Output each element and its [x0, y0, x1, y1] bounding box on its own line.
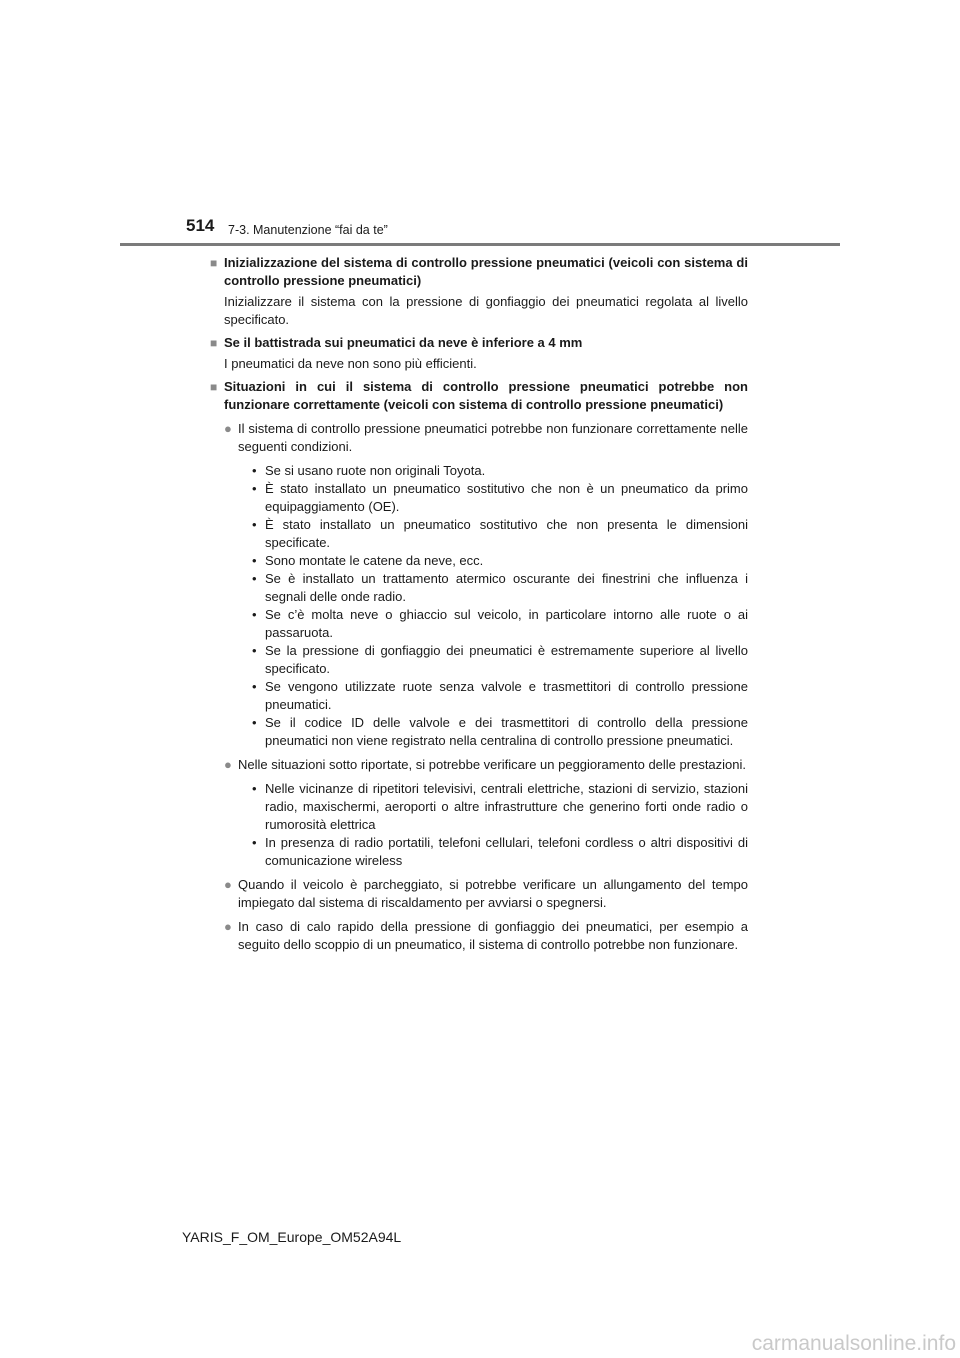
section-title: 7-3. Manutenzione “fai da te”: [228, 223, 388, 237]
circle-bullet-icon: ●: [224, 757, 232, 772]
circle-bullet-icon: ●: [224, 421, 232, 436]
sub-list-item-text: Nelle vicinanze di ripetitori televisivi, centrali elettriche, stazioni di servizio, stazioni radio, maxischermi, aeroporti o altre infrastrutture che generino forti onde radio o rumorosità elettrica: [265, 781, 748, 832]
section-heading: [210, 378, 748, 414]
sub-list-item: [252, 714, 748, 750]
section-heading-text: Situazioni in cui il sistema di controllo pressione pneumatici potrebbe non funzionare correttamente (veicoli con sistema di controllo pressione pneumatici): [224, 379, 748, 412]
sub-list-item: [252, 552, 748, 570]
bullet-dot-icon: •: [252, 643, 257, 658]
list-item-text: Nelle situazioni sotto riportate, si potrebbe verificare un peggioramento delle prestazioni.: [238, 757, 747, 772]
sub-list-item-text: Se c’è molta neve o ghiaccio sul veicolo, in particolare intorno alle ruote o ai passaruota.: [265, 607, 748, 640]
page-number: 514: [186, 216, 215, 235]
list-item: [224, 876, 748, 912]
list-item: [224, 420, 748, 456]
square-bullet-icon: ■: [210, 380, 218, 394]
bullet-dot-icon: •: [252, 781, 257, 796]
list-item-text: Il sistema di controllo pressione pneumatici potrebbe non funzionare correttamente nelle seguenti condizioni.: [238, 421, 748, 454]
section-heading: [210, 254, 748, 290]
sub-list-item: [252, 780, 748, 834]
sub-list: [252, 780, 748, 870]
sub-list-item-text: È stato installato un pneumatico sostitutivo che non presenta le dimensioni specificate.: [265, 517, 748, 550]
document-code: YARIS_F_OM_Europe_OM52A94L: [182, 1229, 402, 1245]
section-initialization: [210, 254, 748, 329]
list-item: [224, 756, 748, 774]
sub-list-item-text: In presenza di radio portatili, telefoni cellulari, telefoni cordless o altri dispositivi di comunicazione wireless: [265, 835, 748, 868]
section-heading-text: Inizializzazione del sistema di controllo pressione pneumatici (veicoli con sistema di controllo pressione pneumatici): [224, 255, 748, 288]
sub-list-item-text: Se la pressione di gonfiaggio dei pneumatici è estremamente superiore al livello specificato.: [265, 643, 748, 676]
sub-list-item: [252, 516, 748, 552]
header-divider: [120, 243, 840, 246]
sub-list-item: [252, 642, 748, 678]
bullet-dot-icon: •: [252, 553, 257, 568]
circle-bullet-icon: ●: [224, 919, 232, 934]
list-item-text: Quando il veicolo è parcheggiato, si potrebbe verificare un allungamento del tempo impiegato dal sistema di riscaldamento per avviarsi o spegnersi.: [238, 877, 748, 910]
bullet-dot-icon: •: [252, 517, 257, 532]
bullet-dot-icon: •: [252, 679, 257, 694]
list-item-text: In caso di calo rapido della pressione di gonfiaggio dei pneumatici, per esempio a seguito dello scoppio di un pneumatico, il sistema di controllo potrebbe non funzionare.: [238, 919, 748, 952]
section-body: Inizializzare il sistema con la pressione di gonfiaggio dei pneumatici regolata al livello specificato.: [224, 294, 748, 327]
sub-list-item-text: Se il codice ID delle valvole e dei trasmettitori di controllo della pressione pneumatici non viene registrato nella centralina di controllo pressione pneumatici.: [265, 715, 748, 748]
list-item: [224, 918, 748, 954]
section-body: I pneumatici da neve non sono più efficienti.: [224, 356, 477, 371]
section-heading-text: Se il battistrada sui pneumatici da neve è inferiore a 4 mm: [224, 335, 583, 350]
sub-list-item: [252, 834, 748, 870]
section-malfunction-situations: [210, 378, 748, 954]
sub-list-item-text: Sono montate le catene da neve, ecc.: [265, 553, 484, 568]
sub-list-item-text: Se è installato un trattamento atermico oscurante dei finestrini che influenza i segnali delle onde radio.: [265, 571, 748, 604]
sub-list: [252, 462, 748, 750]
bullet-dot-icon: •: [252, 715, 257, 730]
page-content: [210, 254, 748, 959]
bullet-dot-icon: •: [252, 481, 257, 496]
circle-bullet-icon: ●: [224, 877, 232, 892]
bullet-dot-icon: •: [252, 835, 257, 850]
sub-list-item: [252, 462, 748, 480]
sub-list-item-text: Se si usano ruote non originali Toyota.: [265, 463, 486, 478]
square-bullet-icon: ■: [210, 336, 218, 350]
sub-list-item: [252, 606, 748, 642]
bullet-dot-icon: •: [252, 607, 257, 622]
sub-list-item: [252, 678, 748, 714]
section-heading: [210, 334, 748, 352]
bullet-dot-icon: •: [252, 463, 257, 478]
bullet-dot-icon: •: [252, 571, 257, 586]
square-bullet-icon: ■: [210, 256, 218, 270]
section-snow-tires: [210, 334, 748, 373]
watermark: carmanualsonline.info: [751, 1332, 956, 1355]
sub-list-item-text: È stato installato un pneumatico sostitutivo che non è un pneumatico da primo equipaggiamento (OE).: [265, 481, 748, 514]
section-items: [224, 420, 748, 954]
sub-list-item-text: Se vengono utilizzate ruote senza valvole e trasmettitori di controllo pressione pneumatici.: [265, 679, 748, 712]
sub-list-item: [252, 570, 748, 606]
sub-list-item: [252, 480, 748, 516]
